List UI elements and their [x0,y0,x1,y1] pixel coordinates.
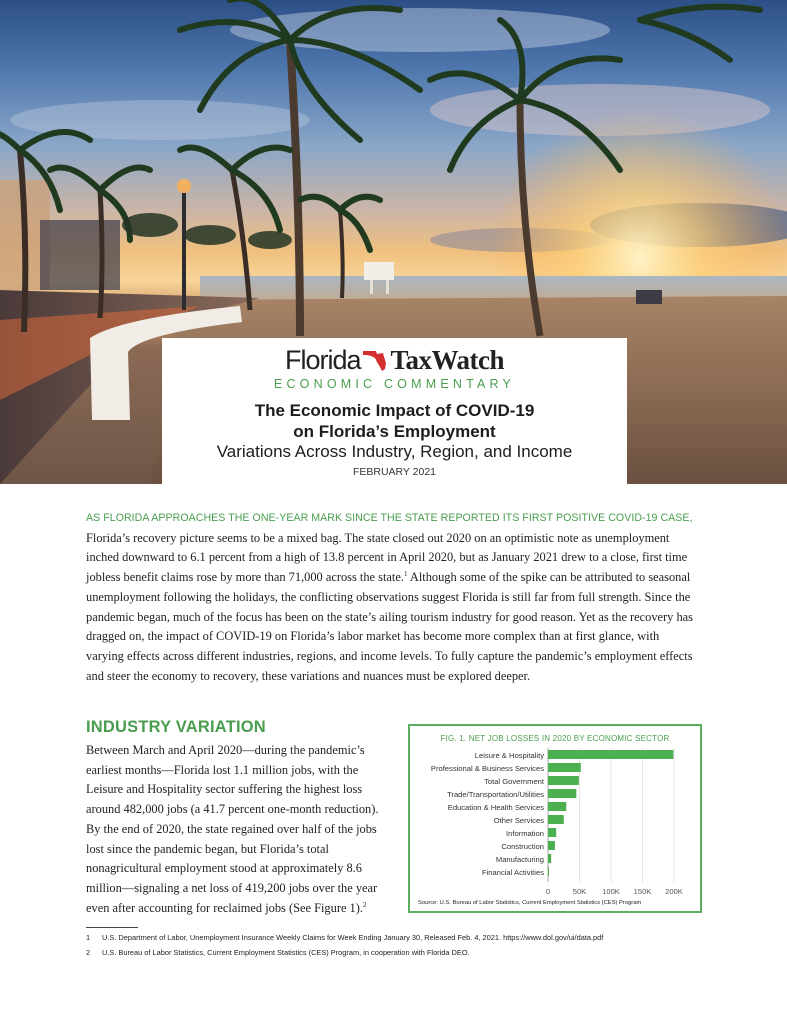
bar-9 [548,867,549,876]
intro-text-part-2: Although some of the spike can be attributed to seasonal unemployment following the holidays, the conflicting observations suggest Florida is still far from full strength. Since the pandemic began, much of the focus has been on the state’s ailing tourism industry for good reason. Yet as the recovery has dragged on, the impact of COVID-19 on Florida’s labor market has become more complex than at first glance, with varying effects across different industries, regions, and income levels. To fully capture the pandemic’s employment effects and steer the economy to recovery, these variations and nuances must be explored deeper. [86,570,693,683]
intro-text-part-1: Florida’s recovery picture seems to be a mixed bag. The state closed out 2020 on an optimistic note as unemployment inched downward to 6.1 percent from a high of 13.8 percent in April 2020, but as January 2021 drew to a close, first time jobless benefit claims rose by more than 71,000 across the state. [86,530,688,585]
report-title-line-1: The Economic Impact of COVID-19 [254,401,535,420]
figure-source: Source: U.S. Bureau of Labor Statistics, Current Employment Statistics (CES) Program [418,900,642,906]
footnote-2-text: U.S. Bureau of Labor Statistics, Current Employment Statistics (CES) Program, in cooperation with Florida DEO. [102,948,470,957]
footnote-2 [86,948,470,957]
title-card [162,338,627,488]
bar-8 [548,854,551,863]
footnote-ref-1[interactable]: 1 [403,569,408,578]
x-tick-label-2: 100K [602,887,620,896]
intro-paragraph [86,508,700,686]
industry-variation-text: Between March and April 2020—during the pandemic’s earliest months—Florida lost 1.1 million jobs, with the Leisure and Hospitality sector suffering the highest loss around 482,000 jobs (a 41.7 percent one-month reduction). By the end of 2020, the state regained over half of the jobs lost since the pandemic began, but Florida’s total nonagricultural employment stood at approximately 8.6 million—signaling a net loss of 419,200 jobs over the year even after accounting for reclaimed jobs (See Figure 1). [86,743,379,915]
category-label-9: Financial Activities [481,868,544,877]
intro-lead-in: AS FLORIDA APPROACHES THE ONE-YEAR MARK SINCE THE STATE REPORTED ITS FIRST POSITIVE COVID-19 CASE, [86,512,693,524]
x-tick-label-0: 0 [545,887,551,896]
x-tick-label-4: 200K [665,887,683,896]
footnote-1-number: 1 [86,933,91,942]
bar-3 [548,789,576,798]
category-label-4: Education & Health Services [447,803,544,812]
category-label-0: Leisure & Hospitality [474,751,544,760]
report-date: FEBRUARY 2021 [352,466,437,478]
bar-6 [548,828,556,837]
net-job-losses-bar-chart [410,726,700,911]
category-label-3: Trade/Transportation/Utilities [447,790,544,799]
footnote-1-text: U.S. Department of Labor, Unemployment Insurance Weekly Claims for Week Ending January 30, Released Feb. 4, 2021. https://www.dol.gov/ui/data.pdf [102,933,604,942]
section-heading-industry-variation: INDUSTRY VARIATION [86,718,266,736]
industry-variation-paragraph [86,741,392,918]
bar-7 [548,841,555,850]
category-label-7: Construction [501,842,544,851]
bar-0 [548,750,673,759]
x-tick-label-1: 50K [572,887,587,896]
report-subtitle: Variations Across Industry, Region, and Income [216,442,573,461]
bar-1 [548,763,581,772]
bar-4 [548,802,566,811]
footnote-1 [86,933,603,942]
category-label-1: Professional & Business Services [430,764,544,773]
florida-taxwatch-logo [162,344,627,376]
figure-1-chart-box [408,724,702,913]
x-tick-label-3: 150K [633,887,652,896]
bar-2 [548,776,579,785]
logo-florida-text: Florida [284,344,361,375]
figure-title: FIG. 1. NET JOB LOSSES IN 2020 BY ECONOMIC SECTOR [440,734,670,743]
category-label-6: Information [506,829,544,838]
footnote-divider [86,927,138,928]
footnote-ref-2[interactable]: 2 [362,900,367,909]
series-label: ECONOMIC COMMENTARY [273,377,516,391]
category-label-5: Other Services [493,816,544,825]
category-label-2: Total Government [484,777,544,786]
florida-state-icon [362,347,388,373]
logo-taxwatch-text: TaxWatch [390,344,505,375]
report-title-line-2: on Florida’s Employment [293,422,496,441]
bar-5 [548,815,564,824]
category-label-8: Manufacturing [495,855,544,864]
report-title [162,400,627,442]
footnote-2-number: 2 [86,948,91,957]
